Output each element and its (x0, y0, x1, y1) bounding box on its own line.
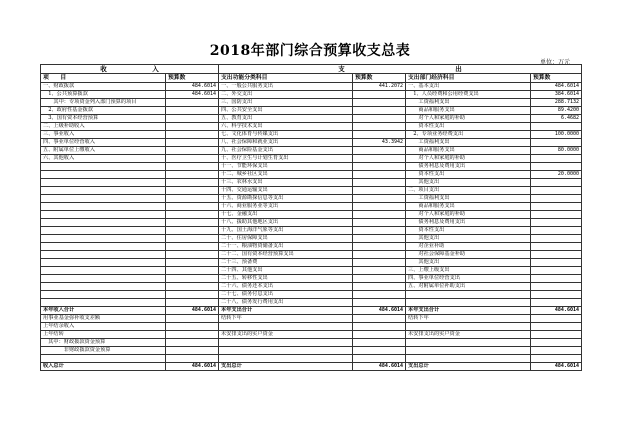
table-row (41, 267, 582, 275)
income-item-cell: 2、政府性基金拨款 (41, 107, 166, 115)
table-row (41, 107, 582, 115)
econ-budget-cell: 484.6014 (531, 83, 582, 91)
econ-budget-cell (531, 291, 582, 299)
table-row (41, 259, 582, 267)
func-budget-cell (353, 347, 406, 355)
econ-budget-cell (531, 219, 582, 227)
econ-budget-cell (531, 187, 582, 195)
econ-class-item-cell: 2、专项业务经费支出 (406, 131, 531, 139)
income-item-cell (41, 299, 166, 307)
econ-budget-cell: 80.0000 (531, 147, 582, 155)
income-item-cell (41, 227, 166, 235)
econ-class-item-cell: 1、人员经费和公用经费支出 (406, 91, 531, 99)
table-row (41, 251, 582, 259)
func-budget-cell (353, 195, 406, 203)
income-budget-cell (166, 267, 219, 275)
econ-class-item-cell: 工资福利支出 (406, 139, 531, 147)
econ-budget-cell (531, 211, 582, 219)
econ-class-item-cell: 工资福利支出 (406, 99, 531, 107)
econ-class-item-cell: 五、对附属单位补助支出 (406, 283, 531, 291)
econ-class-item-cell: 对个人和家庭的补助 (406, 115, 531, 123)
income-item-cell (41, 195, 166, 203)
total-row (41, 307, 582, 315)
econ-class-item-cell: 本年支出合计 (406, 307, 531, 315)
func-budget-cell (353, 115, 406, 123)
income-budget-cell (166, 163, 219, 171)
func-class-item-cell: 四、公共安全支出 (219, 107, 353, 115)
econ-budget-cell (531, 331, 582, 339)
empty-cell (41, 355, 166, 363)
func-budget-cell (353, 203, 406, 211)
econ-class-item-cell: 对社会保障基金补助 (406, 251, 531, 259)
income-budget-cell (166, 123, 219, 131)
carry-row (41, 331, 582, 339)
func-class-header: 支出功能分类科目 (219, 74, 353, 83)
table-row (41, 179, 582, 187)
income-item-cell: 其中：财政拨款资金预算 (41, 339, 166, 347)
func-class-item-cell: 七、文化体育与传媒支出 (219, 131, 353, 139)
func-class-item-cell: 二十六、债务还本支出 (219, 283, 353, 291)
func-budget-cell (353, 91, 406, 99)
unit-label: 单位：万元 (540, 59, 571, 66)
func-class-item-cell: 十二、城乡社区支出 (219, 171, 353, 179)
func-budget-cell (353, 131, 406, 139)
item-header: 项 目 (41, 74, 166, 83)
table-row (41, 187, 582, 195)
func-class-item-cell: 六、科学技术支出 (219, 123, 353, 131)
func-class-item-cell: 未安排支出的实户资金 (219, 331, 353, 339)
econ-class-item-cell: 商品和服务支出 (406, 147, 531, 155)
func-budget-cell (353, 235, 406, 243)
func-budget-cell (353, 107, 406, 115)
expense-group-header: 支 出 (219, 65, 582, 74)
income-budget-cell (166, 275, 219, 283)
table-row (41, 155, 582, 163)
table-row (41, 235, 582, 243)
econ-class-item-cell: 资本性支出 (406, 171, 531, 179)
func-class-item-cell: 九、社会保险基金支出 (219, 147, 353, 155)
carry-row (41, 347, 582, 355)
budget-header: 预算数 (353, 74, 406, 83)
income-budget-cell (166, 179, 219, 187)
func-budget-cell (353, 147, 406, 155)
income-item-cell: 用事业基金弥补收支差额 (41, 315, 166, 323)
econ-budget-cell: 288.7132 (531, 99, 582, 107)
econ-budget-cell (531, 243, 582, 251)
econ-class-item-cell: 商品和服务支出 (406, 107, 531, 115)
econ-class-item-cell: 债务利息及费用支出 (406, 163, 531, 171)
income-item-cell: 上年结转 (41, 331, 166, 339)
func-budget-cell (353, 163, 406, 171)
budget-header: 预算数 (166, 74, 219, 83)
econ-class-item-cell: 商品和服务支出 (406, 203, 531, 211)
econ-class-item-cell: 二、项目支出 (406, 187, 531, 195)
econ-class-item-cell: 资本性支出 (406, 123, 531, 131)
income-budget-cell (166, 283, 219, 291)
econ-budget-cell (531, 275, 582, 283)
econ-class-item-cell: 支出总计 (406, 362, 531, 370)
econ-class-item-cell: 三、上缴上级支出 (406, 267, 531, 275)
table-row (41, 99, 582, 107)
func-budget-cell: 484.6014 (353, 362, 406, 370)
econ-class-item-cell: 未安排支出的实户资金 (406, 331, 531, 339)
econ-budget-cell: 484.6014 (531, 362, 582, 370)
func-class-item-cell: 二十三、预备费 (219, 259, 353, 267)
income-item-cell (41, 251, 166, 259)
table-row (41, 139, 582, 147)
grand-total-row (41, 362, 582, 370)
table-row (41, 131, 582, 139)
econ-budget-cell: 89.4200 (531, 107, 582, 115)
income-budget-cell: 484.6014 (166, 83, 219, 91)
econ-class-item-cell (406, 347, 531, 355)
func-class-item-cell: 十八、援助其他地区支出 (219, 219, 353, 227)
func-budget-cell (353, 267, 406, 275)
func-budget-cell (353, 283, 406, 291)
income-item-cell: 本年收入合计 (41, 307, 166, 315)
func-class-item-cell: 一、一般公共服务支出 (219, 83, 353, 91)
income-budget-cell (166, 107, 219, 115)
econ-budget-cell: 20.0000 (531, 171, 582, 179)
income-item-cell: 四、事业单位经营收入 (41, 139, 166, 147)
func-budget-cell (353, 251, 406, 259)
income-item-cell (41, 219, 166, 227)
func-class-item-cell: 十六、商业服务业等支出 (219, 203, 353, 211)
econ-budget-cell (531, 155, 582, 163)
func-class-item-cell: 二十一、粮油物资储备支出 (219, 243, 353, 251)
func-class-item-cell: 十一、节能环保支出 (219, 163, 353, 171)
income-budget-cell (166, 299, 219, 307)
func-class-item-cell: 十九、国土海洋气象等支出 (219, 227, 353, 235)
econ-class-item-cell: 工资福利支出 (406, 195, 531, 203)
econ-class-item-cell (406, 299, 531, 307)
func-budget-cell (353, 339, 406, 347)
table-row (41, 195, 582, 203)
func-class-item-cell: 十七、金融支出 (219, 211, 353, 219)
econ-class-header: 支出部门经济科目 (406, 74, 531, 83)
func-budget-cell (353, 155, 406, 163)
income-item-cell (41, 283, 166, 291)
income-budget-cell (166, 259, 219, 267)
income-item-cell: 六、其他收入 (41, 155, 166, 163)
page-title: 2018年部门综合预算收支总表 (209, 43, 411, 59)
empty-cell (353, 355, 406, 363)
income-budget-cell: 484.6014 (166, 307, 219, 315)
income-budget-cell (166, 195, 219, 203)
income-item-cell (41, 267, 166, 275)
func-budget-cell (353, 227, 406, 235)
budget-header: 预算数 (531, 74, 582, 83)
econ-class-item-cell: 资本性支出 (406, 227, 531, 235)
econ-class-item-cell: 对企业补助 (406, 243, 531, 251)
func-class-item-cell (219, 347, 353, 355)
income-item-cell (41, 163, 166, 171)
func-budget-cell: 484.6014 (353, 307, 406, 315)
func-budget-cell (353, 187, 406, 195)
func-class-item-cell: 五、教育支出 (219, 115, 353, 123)
group-header-row (41, 65, 582, 74)
income-item-cell (41, 259, 166, 267)
func-class-item-cell: 结转下年 (219, 315, 353, 323)
econ-class-item-cell: 其他支出 (406, 235, 531, 243)
table-row (41, 123, 582, 131)
econ-budget-cell (531, 163, 582, 171)
income-budget-cell (166, 147, 219, 155)
table-row (41, 211, 582, 219)
income-item-cell: 其中：专项资金列入部门预算的项目 (41, 99, 166, 107)
func-budget-cell: 441.2072 (353, 83, 406, 91)
func-class-item-cell: 本年支出合计 (219, 307, 353, 315)
income-budget-cell (166, 243, 219, 251)
income-budget-cell (166, 347, 219, 355)
income-item-cell: 三、事业收入 (41, 131, 166, 139)
income-item-cell: 上年结余收入 (41, 323, 166, 331)
column-header-row (41, 74, 582, 83)
func-budget-cell (353, 99, 406, 107)
empty-cell (166, 355, 219, 363)
func-budget-cell (353, 275, 406, 283)
econ-class-item-cell: 其他支出 (406, 259, 531, 267)
econ-class-item-cell (406, 339, 531, 347)
income-item-cell (41, 179, 166, 187)
table-row (41, 147, 582, 155)
econ-budget-cell (531, 339, 582, 347)
econ-class-item-cell: 债务利息及费用支出 (406, 219, 531, 227)
table-row (41, 243, 582, 251)
func-class-item-cell: 十五、资源勘探信息等支出 (219, 195, 353, 203)
income-budget-cell (166, 171, 219, 179)
table-row (41, 203, 582, 211)
func-class-item-cell: 二、外交支出 (219, 91, 353, 99)
econ-budget-cell: 6.4682 (531, 115, 582, 123)
func-budget-cell (353, 299, 406, 307)
econ-budget-cell (531, 195, 582, 203)
income-budget-cell (166, 235, 219, 243)
func-budget-cell (353, 323, 406, 331)
carry-row (41, 315, 582, 323)
func-budget-cell (353, 179, 406, 187)
econ-budget-cell (531, 315, 582, 323)
income-budget-cell (166, 131, 219, 139)
income-budget-cell (166, 291, 219, 299)
table-row (41, 91, 582, 99)
income-item-cell (41, 235, 166, 243)
econ-budget-cell (531, 235, 582, 243)
budget-table (40, 64, 582, 371)
income-item-cell (41, 203, 166, 211)
income-item-cell: 五、附属单位上缴收入 (41, 147, 166, 155)
func-budget-cell (353, 243, 406, 251)
econ-budget-cell (531, 259, 582, 267)
econ-budget-cell (531, 123, 582, 131)
income-item-cell (41, 171, 166, 179)
carry-row (41, 339, 582, 347)
income-item-cell (41, 275, 166, 283)
econ-budget-cell (531, 267, 582, 275)
carry-row (41, 323, 582, 331)
table-row (41, 275, 582, 283)
func-class-item-cell (219, 339, 353, 347)
econ-budget-cell (531, 323, 582, 331)
func-budget-cell (353, 211, 406, 219)
econ-budget-cell (531, 299, 582, 307)
income-budget-cell (166, 115, 219, 123)
econ-class-item-cell (406, 323, 531, 331)
income-budget-cell (166, 339, 219, 347)
income-group-header: 收 入 (41, 65, 219, 74)
func-class-item-cell: 二十二、国有资本经营预算支出 (219, 251, 353, 259)
income-item-cell: 3、国有资本经营预算 (41, 115, 166, 123)
econ-class-item-cell: 其他支出 (406, 179, 531, 187)
table-row (41, 83, 582, 91)
econ-budget-cell (531, 227, 582, 235)
empty-cell (219, 355, 353, 363)
income-budget-cell (166, 155, 219, 163)
income-item-cell (41, 187, 166, 195)
econ-class-item-cell: 对个人和家庭的补助 (406, 155, 531, 163)
func-class-item-cell: 二十五、转移性支出 (219, 275, 353, 283)
table-row (41, 171, 582, 179)
table-row (41, 219, 582, 227)
empty-cell (406, 355, 531, 363)
econ-class-item-cell: 四、事业单位经营支出 (406, 275, 531, 283)
func-budget-cell (353, 171, 406, 179)
econ-budget-cell (531, 179, 582, 187)
func-class-item-cell: 八、社会保障和就业支出 (219, 139, 353, 147)
func-class-item-cell (219, 323, 353, 331)
func-budget-cell (353, 315, 406, 323)
table-row (41, 299, 582, 307)
income-budget-cell: 484.6014 (166, 91, 219, 99)
func-budget-cell (353, 219, 406, 227)
econ-budget-cell (531, 347, 582, 355)
income-item-cell: 1、公共预算拨款 (41, 91, 166, 99)
income-item-cell (41, 211, 166, 219)
income-budget-cell (166, 203, 219, 211)
func-class-item-cell: 十、医疗卫生与计划生育支出 (219, 155, 353, 163)
func-class-item-cell: 二十八、债务发行费用支出 (219, 299, 353, 307)
income-budget-cell (166, 315, 219, 323)
func-budget-cell: 43.3942 (353, 139, 406, 147)
income-item-cell: 收入总计 (41, 362, 166, 370)
func-class-item-cell: 支出总计 (219, 362, 353, 370)
empty-cell (531, 355, 582, 363)
income-budget-cell (166, 251, 219, 259)
func-class-item-cell: 二十、住房保障支出 (219, 235, 353, 243)
income-item-cell: 一、财政拨款 (41, 83, 166, 91)
income-budget-cell (166, 187, 219, 195)
income-budget-cell (166, 227, 219, 235)
func-budget-cell (353, 291, 406, 299)
table-row (41, 227, 582, 235)
econ-class-item-cell (406, 291, 531, 299)
table-row (41, 291, 582, 299)
func-class-item-cell: 二十四、其他支出 (219, 267, 353, 275)
income-budget-cell (166, 323, 219, 331)
econ-budget-cell (531, 251, 582, 259)
func-class-item-cell: 三、国防支出 (219, 99, 353, 107)
econ-budget-cell: 100.0000 (531, 131, 582, 139)
income-item-cell (41, 291, 166, 299)
econ-budget-cell (531, 203, 582, 211)
income-budget-cell: 484.6014 (166, 362, 219, 370)
econ-class-item-cell: 结转下年 (406, 315, 531, 323)
income-budget-cell (166, 219, 219, 227)
econ-budget-cell (531, 139, 582, 147)
income-budget-cell (166, 211, 219, 219)
income-budget-cell (166, 139, 219, 147)
func-class-item-cell: 二十七、债务付息支出 (219, 291, 353, 299)
table-row (41, 115, 582, 123)
func-class-item-cell: 十四、交通运输支出 (219, 187, 353, 195)
table-row (41, 283, 582, 291)
func-budget-cell (353, 331, 406, 339)
econ-budget-cell: 384.6014 (531, 91, 582, 99)
spacer-row (41, 355, 582, 363)
econ-class-item-cell: 一、基本支出 (406, 83, 531, 91)
func-budget-cell (353, 123, 406, 131)
income-item-cell: 非财政拨款资金预算 (41, 347, 166, 355)
econ-budget-cell: 484.6014 (531, 307, 582, 315)
econ-budget-cell (531, 283, 582, 291)
income-item-cell: 二、上级补助收入 (41, 123, 166, 131)
income-budget-cell (166, 99, 219, 107)
func-class-item-cell: 十三、农林水支出 (219, 179, 353, 187)
table-row (41, 163, 582, 171)
income-item-cell (41, 243, 166, 251)
income-budget-cell (166, 331, 219, 339)
econ-class-item-cell: 对个人和家庭的补助 (406, 211, 531, 219)
func-budget-cell (353, 259, 406, 267)
